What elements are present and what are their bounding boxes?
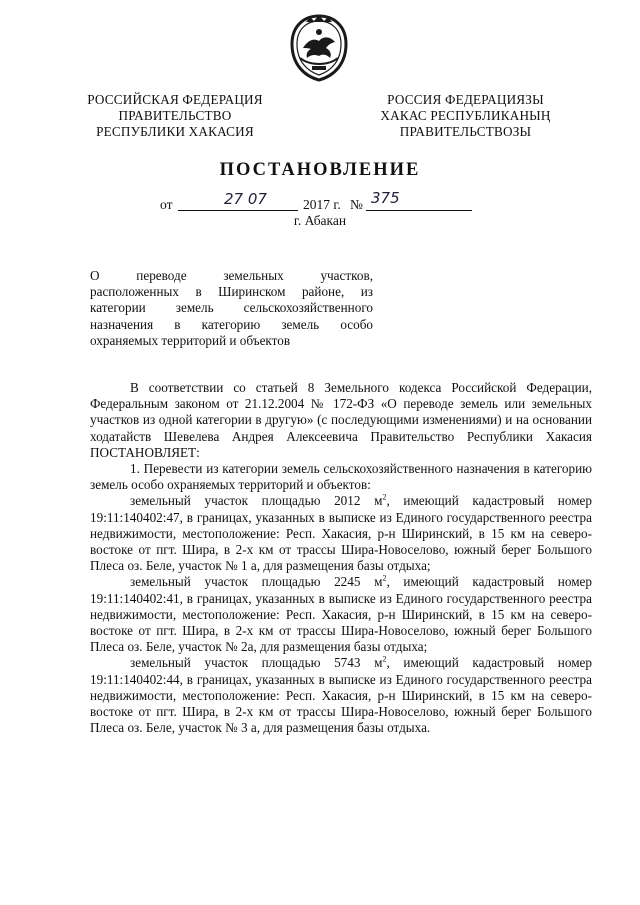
parcel-details: , имеющий кадастровый номер 19:11:140402:44, в границах, указанных в выписке из Единого государственного реестра недвижимости, местоположение: Респ. Хакасия, р-н Ширинский, в 15 км на северо-востоке от пгт. Шира, в 2-х км от трассы Шира-Новоселово, южный берег Большого Плеса оз. Беле, участок № 3 а, для размещения базы отдыха. [90,655,592,736]
city-line: г. Абакан [293,213,347,228]
date-handwritten: 27 07 [224,190,267,208]
parcel-paragraph [90,493,592,574]
subject-line: расположенных в Ширинском районе, из [90,284,373,300]
parcel-details: , имеющий кадастровый номер 19:11:140402:47, в границах, указанных в выписке из Единого государственного реестра недвижимости, местоположение: Респ. Хакасия, р-н Ширинский, в 15 км на северо-востоке от пгт. Шира, в 2-х км от трассы Шира-Новоселово, южный берег Большого Плеса оз. Беле, участок № 1 а, для размещения базы отдыха; [90,493,592,574]
document-body [90,380,592,736]
document-title: ПОСТАНОВЛЕНИЕ [219,160,421,180]
parcel-lead: земельный участок площадью 2245 [130,574,361,590]
area-unit-power: 2 [382,574,387,584]
parcel-lead: земельный участок площадью 2012 [130,493,361,509]
area-unit: м [374,574,383,590]
parcel-paragraph [90,574,592,655]
subject-line: О переводе земельных участков, [90,268,373,283]
header-right-line: РОССИЯ ФЕДЕРАЦИЯЗЫ [387,92,544,107]
point-1-paragraph: 1. Перевести из категории земель сельскохозяйственного назначения в категорию земель особо охраняемых территорий и объектов: [90,461,592,493]
date-from-label: от [160,197,173,212]
number-label: № [350,197,363,212]
date-year: 2017 г. [303,197,341,212]
subject-block [90,268,373,349]
area-unit: м [374,655,383,671]
header-right-line: ХАКАС РЕСПУБЛИКАНЫҢ [380,108,551,123]
header-left-line: РЕСПУБЛИКИ ХАКАСИЯ [96,124,254,139]
header-right [353,92,578,140]
preamble-paragraph: В соответствии со статьей 8 Земельного кодекса Российской Федерации, Федеральным законом от 21.12.2004 № 172-ФЗ «О переводе земель или земельных участков из одной категории в другую» (с последующими изменениями) и на основании ходатайств Шевелева Андрея Алексеевича Правительство Республики Хакасия ПОСТАНОВЛЯЕТ: [90,380,592,460]
header-left-line: ПРАВИТЕЛЬСТВО [118,108,232,123]
header-left-line: РОССИЙСКАЯ ФЕДЕРАЦИЯ [87,92,263,107]
header-left [75,92,275,140]
area-unit-power: 2 [382,493,387,503]
area-unit-power: 2 [382,655,387,665]
parcel-paragraph [90,655,592,736]
subject-line: охраняемых территорий и объектов [90,332,291,348]
subject-line: назначения в категорию земель особо [90,316,373,332]
header-right-line: ПРАВИТЕЛЬСТВОЗЫ [399,124,532,139]
area-unit: м [374,493,383,509]
khakassia-coat-of-arms-icon [288,14,350,82]
parcel-details: , имеющий кадастровый номер 19:11:140402:41, в границах, указанных в выписке из Единого государственного реестра недвижимости, местоположение: Респ. Хакасия, р-н Ширинский, в 15 км на северо-востоке от пгт. Шира, в 2-х км от трассы Шира-Новоселово, южный берег Большого Плеса оз. Беле, участок № 2а, для размещения базы отдыха; [90,574,592,655]
number-handwritten: 375 [371,189,400,207]
subject-line: категории земель сельскохозяйственного [90,300,373,316]
parcel-lead: земельный участок площадью 5743 [130,655,361,671]
